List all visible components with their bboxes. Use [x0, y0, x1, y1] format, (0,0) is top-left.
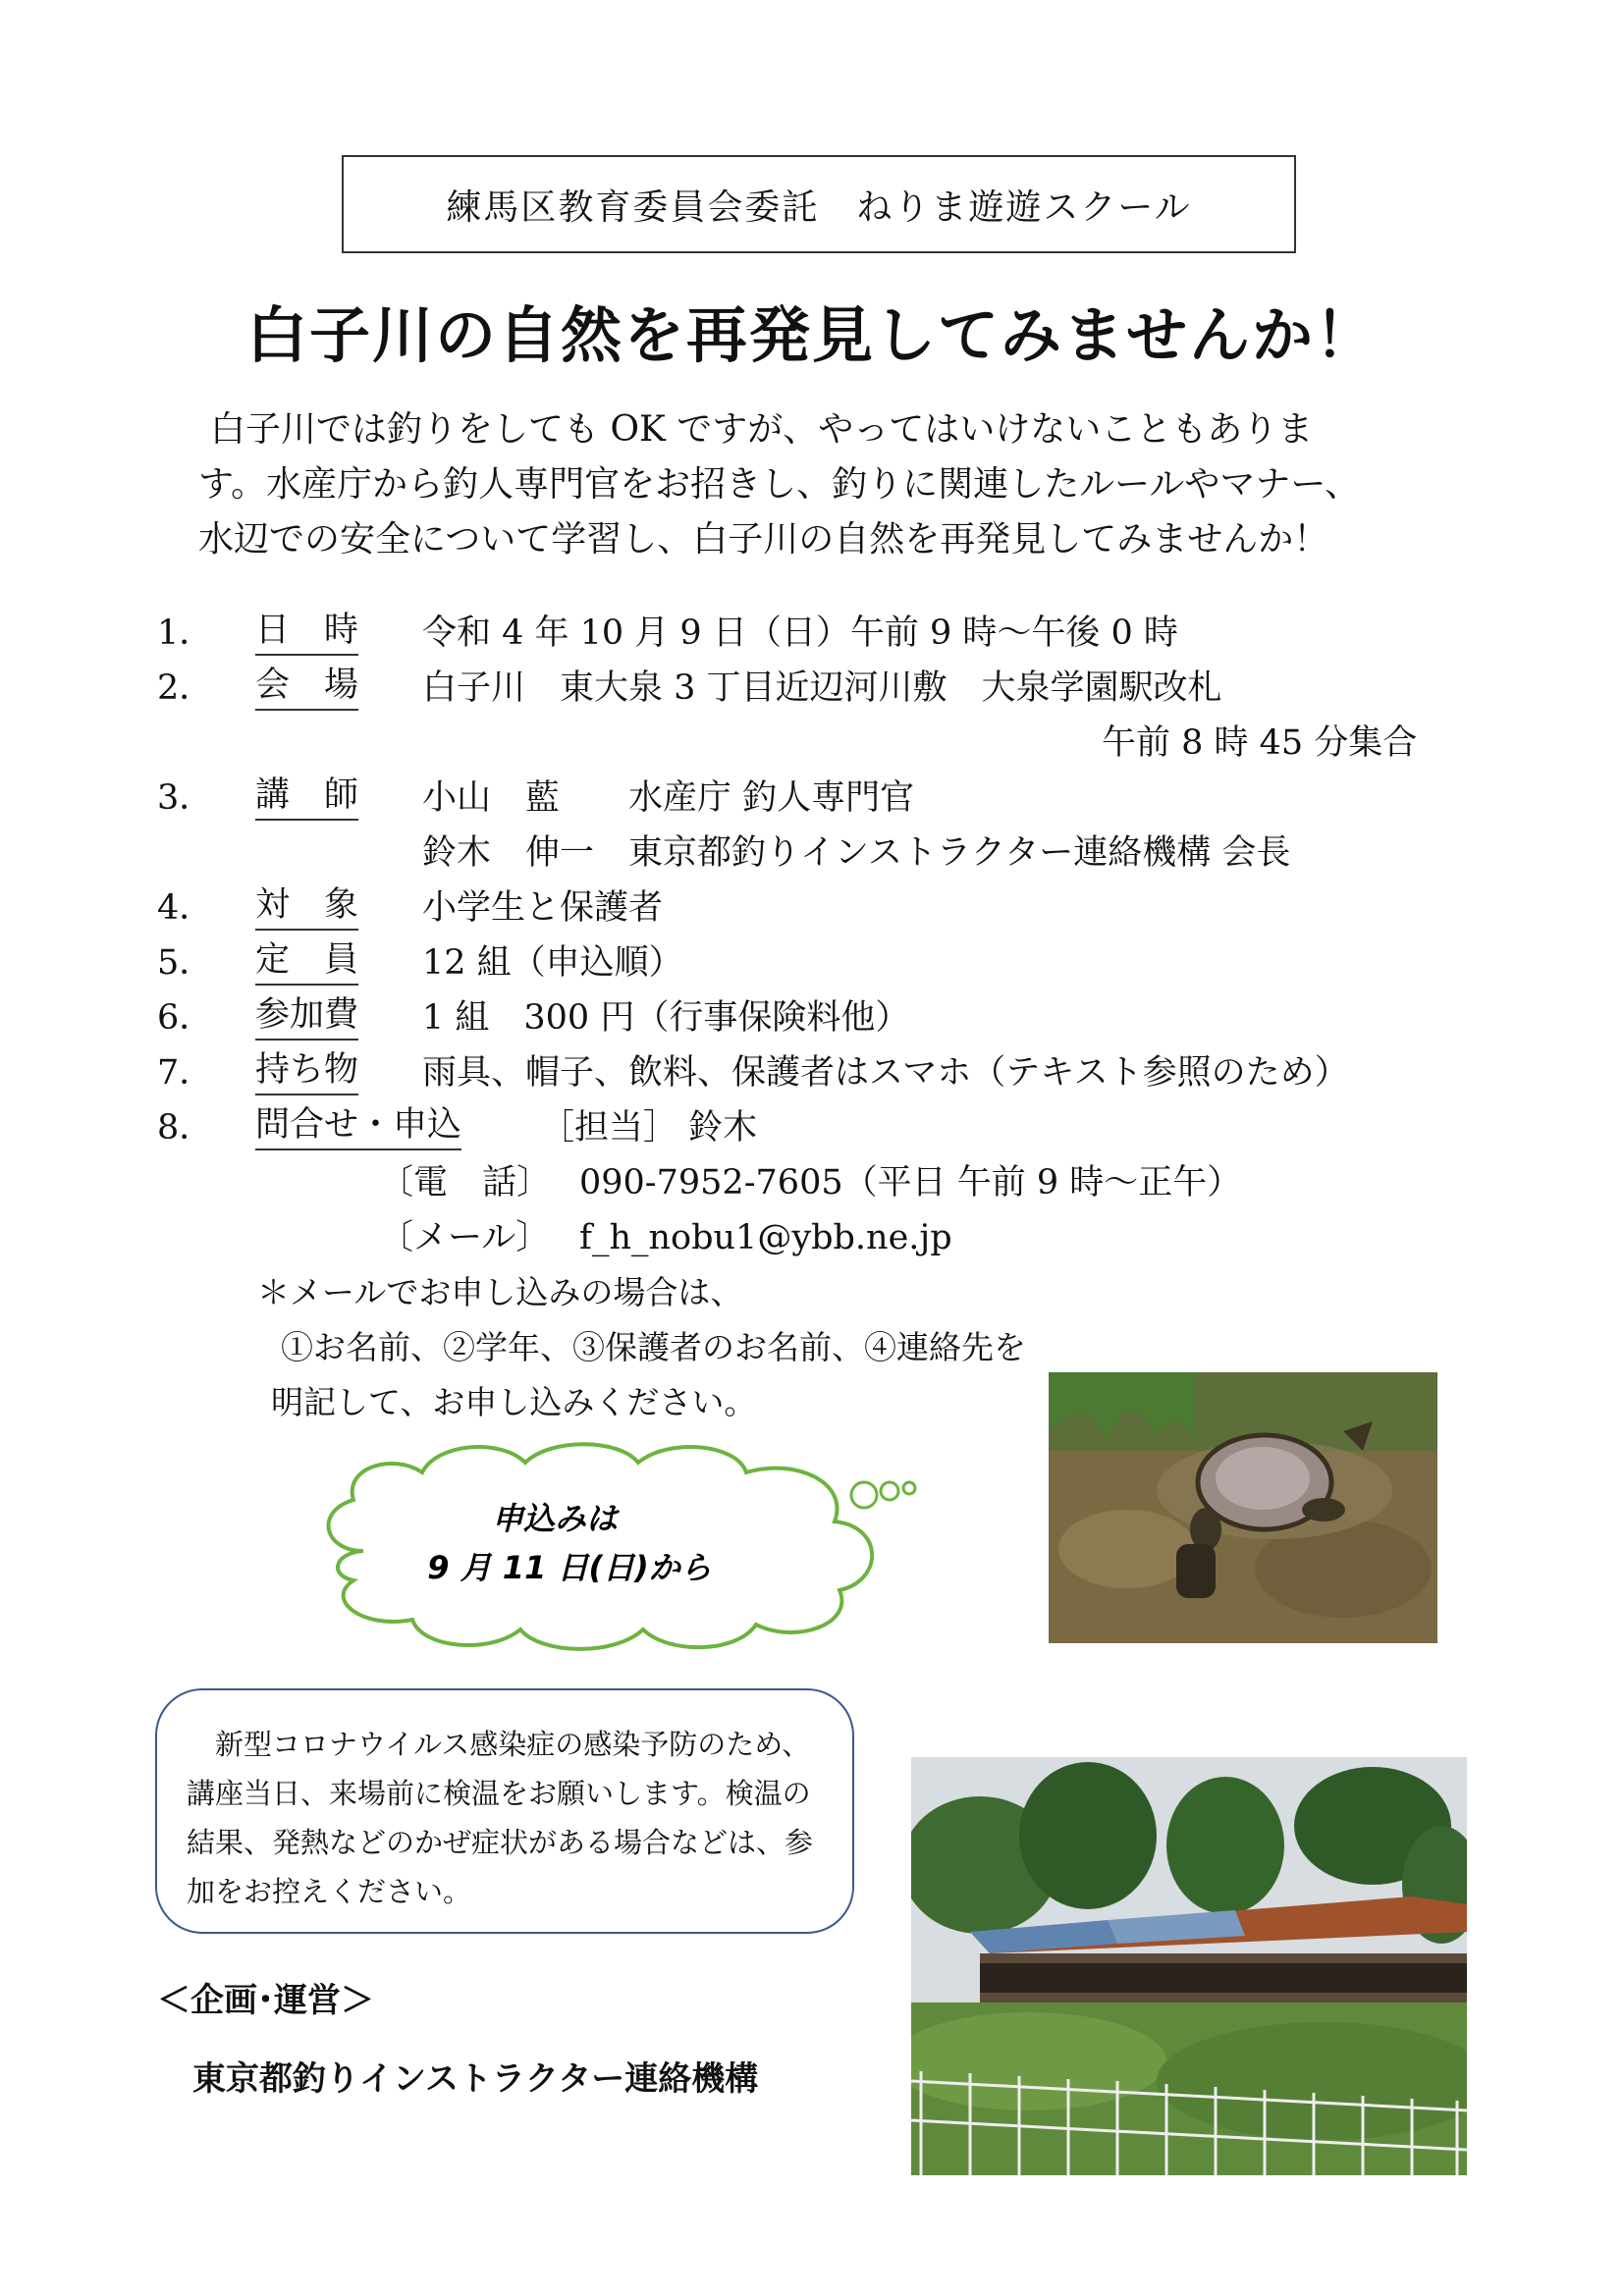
item-label: 日 時 [255, 609, 358, 656]
item-number: 2． [157, 668, 214, 708]
turtle-photo [1049, 1372, 1437, 1643]
cloud-bubble [903, 1482, 915, 1494]
mail-label: 〔メール〕 [379, 1218, 551, 1257]
item-value: 令和 4 年 10 月 9 日（日）午前 9 時～午後 0 時 [422, 614, 1178, 653]
intro-line: 水辺での安全について学習し、白子川の自然を再発見してみませんか！ [198, 519, 1329, 560]
item-label: 対 象 [255, 883, 358, 931]
riverside-building-photo [911, 1757, 1467, 2175]
item-number: 5． [157, 943, 214, 983]
item-value: 小山 藍 水産庁 釣人専門官 [422, 778, 915, 818]
item-label: 講 師 [255, 774, 358, 821]
item-value: 雨具、帽子、飲料、保護者はスマホ（テキスト参照のため） [422, 1053, 1349, 1093]
item-number: 1． [157, 614, 214, 653]
item-number: 8． [157, 1108, 214, 1148]
mail-note-line: 明記して、お申し込みください。 [271, 1383, 757, 1421]
item-value: 小学生と保護者 [422, 888, 664, 928]
cloud-bubble [881, 1482, 898, 1500]
header-subtitle: 練馬区教育委員会委託 ねりま遊遊スクール [446, 187, 1192, 228]
cloud-line-1: 申込みは [491, 1500, 619, 1537]
intro-line: す。水産庁から釣人専門官をお招きし、釣りに関連したルールやマナー、 [198, 464, 1360, 505]
mail-note-line: ①お名前、②学年、③保護者のお名前、④連絡先を [281, 1328, 1026, 1366]
mail-note-line: ＊メールでお申し込みの場合は、 [257, 1273, 743, 1311]
intro-paragraph [198, 402, 1457, 567]
intro-line: 白子川では釣りをしても OK ですが、やってはいけないこともありま [210, 409, 1314, 450]
item-value: ［担当］ 鈴木 [540, 1108, 758, 1148]
application-date-cloud [304, 1433, 933, 1659]
item-label: 参加費 [255, 993, 358, 1041]
phone-number[interactable]: 090-7952-7605（平日 午前 9 時～正午） [579, 1163, 1242, 1202]
cloud-bubble [851, 1482, 877, 1508]
covid-notice-box [155, 1688, 854, 1934]
phone-label: 〔電 話〕 [379, 1163, 552, 1202]
instructor-second: 鈴木 伸一 東京都釣りインストラクター連絡機構 会長 [422, 833, 1291, 873]
item-label: 定 員 [255, 938, 358, 986]
item-value: 12 組（申込順） [422, 943, 683, 983]
header-box [342, 155, 1296, 253]
item-number: 7． [157, 1053, 214, 1093]
main-title: 白子川の自然を再発見してみませんか！ [245, 299, 1378, 371]
item-label: 問合せ・申込 [255, 1103, 461, 1150]
item-value: 1 組 300 円（行事保険料他） [422, 998, 910, 1038]
covid-notice-text: 新型コロナウイルス感染症の感染予防のため、講座当日、来場前に検温をお願いします。検温の結果、発熱などのかぜ症状がある場合などは、参加をお控えください。 [187, 1728, 814, 1908]
item-number: 6． [157, 998, 214, 1038]
item-label: 会 場 [255, 664, 358, 711]
organizer-name: 東京都釣りインストラクター連絡機構 [192, 2059, 759, 2099]
mail-address[interactable]: f_h_nobu1@ybb.ne.jp [579, 1218, 952, 1257]
item-value: 白子川 東大泉 3 丁目近辺河川敷 大泉学園駅改札 [422, 668, 1222, 708]
item-label: 持ち物 [255, 1048, 358, 1095]
item-number: 4． [157, 888, 214, 928]
cloud-line-2: 9 月 11 日(日)から [427, 1549, 712, 1586]
cloud-shape [329, 1444, 873, 1649]
venue-meeting-time: 午前 8 時 45 分集合 [1102, 723, 1418, 763]
item-number: 3． [157, 778, 214, 818]
organizer-heading: ＜企画･運営＞ [157, 1981, 374, 2020]
